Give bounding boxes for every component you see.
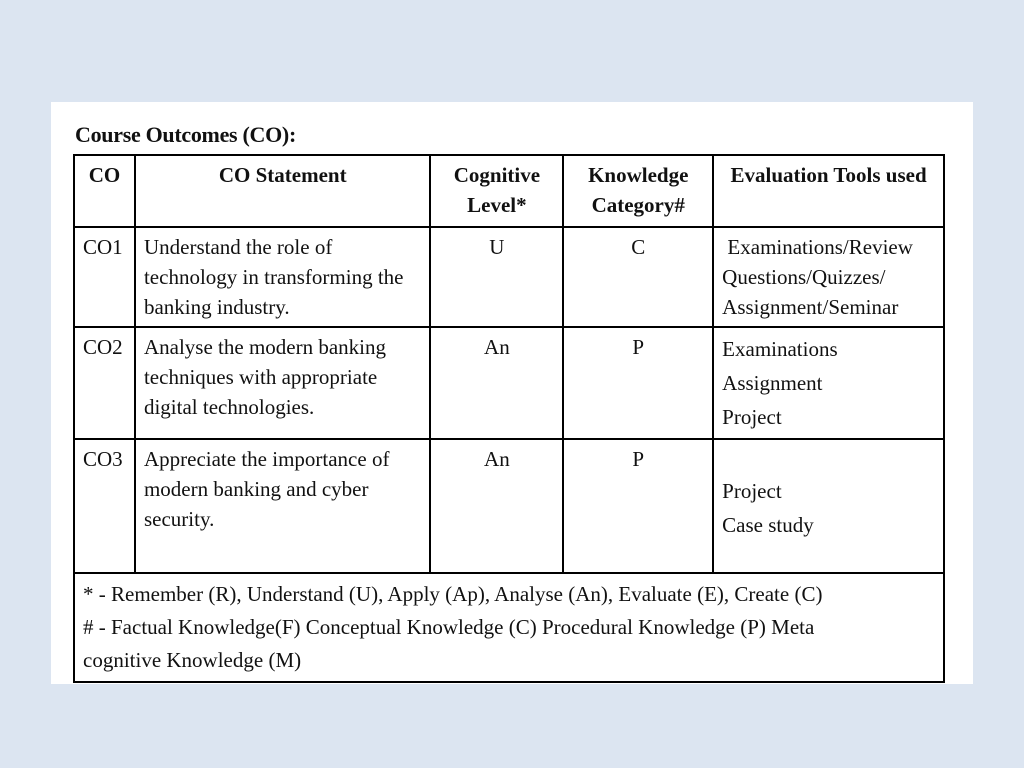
tool-item: Project <box>722 405 782 429</box>
header-evaluation-tools: Evaluation Tools used <box>713 155 944 227</box>
co-statement: Understand the role of technology in transforming the banking industry. <box>135 227 431 327</box>
tool-item: Examinations <box>722 337 838 361</box>
footnote-row <box>74 573 944 682</box>
header-co-statement: CO Statement <box>135 155 431 227</box>
header-co: CO <box>74 155 135 227</box>
footnote-knowledge-legend: # - Factual Knowledge(F) Conceptual Knowledge (C) Procedural Knowledge (P) Meta cognitive Knowledge (M) <box>83 615 815 672</box>
slide <box>51 102 973 684</box>
table-row <box>74 439 944 573</box>
knowledge-category: C <box>563 227 713 327</box>
knowledge-category: P <box>563 439 713 573</box>
table-header-row <box>74 155 944 227</box>
tool-item: Case study <box>722 513 814 537</box>
course-outcomes-table <box>73 154 945 683</box>
footnotes <box>74 573 944 682</box>
co-id: CO2 <box>74 327 135 439</box>
co-statement: Appreciate the importance of modern banking and cyber security. <box>135 439 431 573</box>
cognitive-level: An <box>430 327 563 439</box>
table-row <box>74 327 944 439</box>
table-row <box>74 227 944 327</box>
header-cognitive-level: Cognitive Level* <box>430 155 563 227</box>
co-statement: Analyse the modern banking techniques with appropriate digital technologies. <box>135 327 431 439</box>
evaluation-tools <box>713 439 944 573</box>
tool-item: Questions/Quizzes/ <box>722 265 886 289</box>
blank-line <box>722 444 935 474</box>
page-title: Course Outcomes (CO): <box>75 122 296 147</box>
cognitive-level: U <box>430 227 563 327</box>
cognitive-level: An <box>430 439 563 573</box>
tool-item: Assignment/Seminar <box>722 295 899 319</box>
co-id: CO3 <box>74 439 135 573</box>
evaluation-tools <box>713 227 944 327</box>
knowledge-category: P <box>563 327 713 439</box>
header-knowledge-category: Knowledge Category# <box>563 155 713 227</box>
tool-item: Examinations/Review <box>722 235 913 259</box>
tool-item: Assignment <box>722 371 823 395</box>
footnote-cognitive-legend: * - Remember (R), Understand (U), Apply (Ap), Analyse (An), Evaluate (E), Create (C) <box>83 582 823 606</box>
tool-item: Project <box>722 479 782 503</box>
evaluation-tools <box>713 327 944 439</box>
co-id: CO1 <box>74 227 135 327</box>
